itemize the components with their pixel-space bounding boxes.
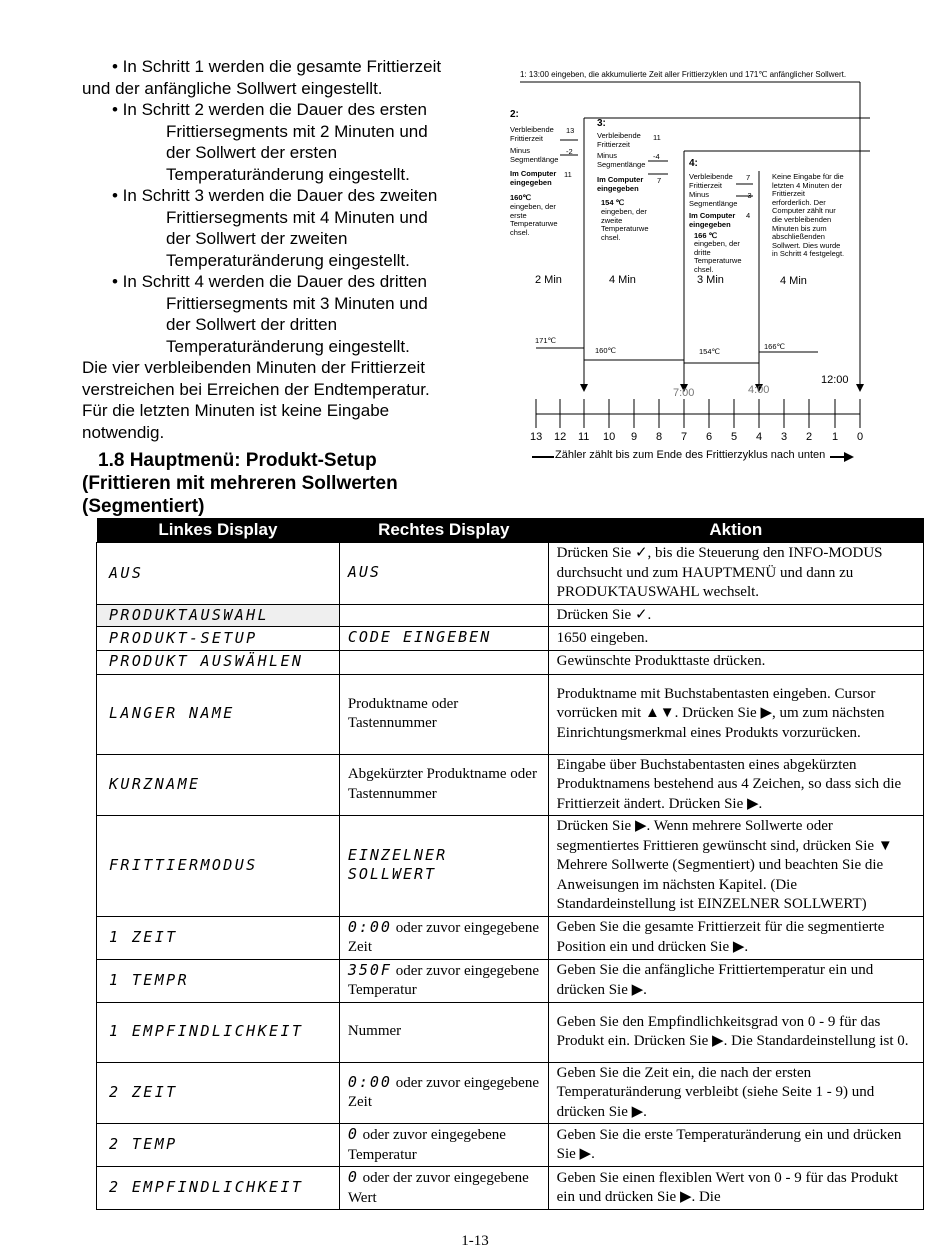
right-display-text: oder zuvor eingegebene Zeit: [347, 1074, 539, 1111]
product-setup-table: [96, 518, 924, 1210]
table-row: [97, 916, 924, 959]
right-display-value: [339, 604, 548, 627]
step3-remaining-value: 11: [653, 133, 661, 142]
step3-temp: 154 ℃: [601, 198, 625, 207]
temperature-label: 160℃: [595, 346, 616, 355]
left-display-value: 2 TEMP: [97, 1124, 340, 1167]
temperature-label: 154℃: [699, 347, 720, 356]
bullet-line: Temperaturänderung eingestellt.: [166, 336, 410, 356]
right-display-value: [339, 674, 548, 754]
right-display-text: oder der zuvor eingegebene Wert: [347, 1170, 529, 1206]
right-display-text: Nummer: [347, 1023, 402, 1040]
left-display-value: LANGER NAME: [97, 674, 340, 754]
left-display-value: 2 ZEIT: [97, 1062, 340, 1124]
step4-entered-value: 4: [746, 211, 751, 220]
table-row: [97, 604, 924, 627]
action-text: 1650 eingeben.: [548, 627, 923, 651]
step1-label: 1: 13:00 eingeben, die akkumulierte Zeit aller Frittierzyklen und 171℃ anfänglicher Sollwert.: [520, 70, 847, 79]
action-text: Geben Sie die gesamte Frittierzeit für die segmentierte Position ein und drücken Sie ▶.: [548, 916, 923, 959]
step5-note: Keine Eingabe für die letzten 4 Minuten der Frittierzeit erforderlich. Der Computer zählt nur die verbleibenden Minuten bis zum abschließenden Sollwert. Dies wurde in Schritt 4 festgelegt.: [772, 172, 845, 259]
action-text: Produktname mit Buchstabentasten eingeben. Cursor vorrücken mit ▲▼. Drücken Sie ▶, um zum nächsten Einrichtungsmerkmal eines Produkts vorzurücken.: [548, 674, 923, 754]
temperature-label: 171℃: [535, 336, 556, 345]
tick-label: 3: [781, 431, 788, 443]
left-display-value: 2 EMPFINDLICHKEIT: [97, 1167, 340, 1210]
action-text: Drücken Sie ▶. Wenn mehrere Sollwerte oder segmentiertes Frittieren gewünscht sind, drücken Sie ▼ Mehrere Sollwerte (Segmentiert) und beachten Sie die Anweisungen im nächsten Kapitel. (Die Standardeinstellung ist EINZELNER SOLLWERT): [548, 816, 923, 917]
column-header-action: Aktion: [548, 518, 923, 543]
step4-remaining-value: 7: [746, 173, 751, 182]
figure-lines: [508, 66, 870, 466]
step3-minus-value: -4: [653, 152, 660, 161]
left-display-value: AUS: [97, 543, 340, 605]
step2-number: 2:: [510, 109, 519, 120]
bullet-line: • In Schritt 1 werden die gesamte Frittierzeit: [112, 57, 442, 76]
left-display-value: FRITTIERMODUS: [97, 816, 340, 917]
bullet-line: Temperaturänderung eingestellt.: [166, 250, 410, 270]
table-row: [97, 754, 924, 816]
closing-line: Für die letzten Minuten ist keine Eingabe: [82, 401, 390, 420]
segment-duration: 4 Min: [780, 275, 807, 287]
right-display-value: [339, 1124, 548, 1167]
step3-number: 3:: [597, 118, 606, 129]
tick-label: 11: [578, 431, 590, 443]
step3-entered-label: Im Computer eingegeben: [597, 175, 644, 193]
step2-entered-label: Im Computer eingegeben: [510, 169, 557, 187]
intro-text: [82, 56, 502, 443]
tick-label: 1: [832, 431, 839, 443]
segment-duration: 4 Min: [609, 274, 636, 286]
tick-label: 5: [731, 431, 738, 443]
bullet-line: Frittiersegments mit 2 Minuten und: [166, 121, 428, 141]
right-display-value: [339, 1167, 548, 1210]
right-display-value: [339, 916, 548, 959]
closing-line: Die vier verbleibenden Minuten der Frittierzeit: [82, 358, 425, 377]
right-display-value: [339, 1002, 548, 1062]
step2-entered-value: 11: [564, 170, 572, 179]
table-row: [97, 1002, 924, 1062]
closing-line: notwendig.: [82, 422, 165, 442]
right-display-text: oder zuvor eingegebene Temperatur: [347, 962, 539, 998]
bullet-line: der Sollwert der zweiten: [166, 229, 348, 248]
closing-line: verstreichen bei Erreichen der Endtemperatur.: [82, 379, 430, 399]
right-display-lcd: EINZELNER SOLLWERT: [347, 845, 448, 884]
tick-label: 4: [756, 431, 763, 443]
right-display-lcd: 0:00: [347, 1072, 392, 1091]
temperature-label: 166℃: [764, 342, 785, 351]
bullet-line: • In Schritt 4 werden die Dauer des dritten: [112, 272, 427, 291]
step3-minus-label: Minus Segmentlänge: [597, 151, 646, 169]
left-display-value: KURZNAME: [97, 754, 340, 816]
column-header-right-display: Rechtes Display: [339, 518, 548, 543]
tick-label: 10: [603, 431, 616, 443]
right-display-lcd: 0: [347, 1168, 359, 1186]
step2-remaining-label: Verbleibende Frittierzeit: [510, 125, 554, 143]
action-text: Geben Sie den Empfindlichkeitsgrad von 0 - 9 für das Produkt ein. Drücken Sie ▶. Die Standardeinstellung ist 0.: [548, 1002, 923, 1062]
right-display-value: [339, 627, 548, 651]
right-display-text: Produktname oder Tastennummer: [347, 695, 459, 731]
left-display-value: PRODUKT-SETUP: [97, 627, 340, 651]
table-row: [97, 816, 924, 917]
segment-timeline-figure: [508, 66, 870, 466]
step4-remaining-label: Verbleibende Frittierzeit: [689, 172, 733, 190]
right-display-value: [339, 650, 548, 674]
segment-duration: 3 Min: [697, 274, 724, 286]
right-display-lcd: CODE EINGEBEN: [347, 628, 492, 646]
bullet-line: Frittiersegments mit 4 Minuten und: [166, 207, 428, 227]
right-display-value: [339, 543, 548, 605]
step4-note: eingeben, der dritte Temperaturwe chsel.: [694, 239, 742, 274]
step2-note: eingeben, der erste Temperaturwe chsel.: [510, 202, 558, 237]
right-display-value: [339, 1062, 548, 1124]
segment-duration: 2 Min: [535, 274, 562, 286]
heading-line: (Segmentiert): [82, 496, 205, 517]
page-number: 1-13: [461, 1233, 489, 1249]
step2-remaining-value: 13: [566, 126, 575, 135]
bullet-step-2: [82, 99, 502, 185]
step2-minus-label: Minus Segmentlänge: [510, 146, 559, 164]
table-row: [97, 543, 924, 605]
tick-label: 12: [554, 431, 567, 443]
bullet-line: und der anfängliche Sollwert eingestellt.: [82, 78, 383, 98]
action-text: Geben Sie die anfängliche Frittiertemperatur ein und drücken Sie ▶.: [548, 959, 923, 1002]
time-mark: 12:00: [821, 374, 849, 386]
step2-temp: 160℃: [510, 193, 531, 202]
column-header-left-display: Linkes Display: [97, 518, 340, 543]
tick-label: 9: [631, 431, 638, 443]
table-row: [97, 650, 924, 674]
action-text: Drücken Sie ✓, bis die Steuerung den INFO-MODUS durchsucht und zum HAUPTMENÜ und dann zu PRODUKTAUSWAHL wechselt.: [548, 543, 923, 605]
left-display-value: 1 TEMPR: [97, 959, 340, 1002]
right-display-lcd: 350F: [347, 960, 392, 979]
right-display-text: oder zuvor eingegebene Temperatur: [347, 1127, 506, 1163]
right-display-lcd: 0: [347, 1125, 359, 1143]
heading-line: (Frittieren mit mehreren Sollwerten: [82, 473, 398, 494]
step3-entered-value: 7: [657, 176, 662, 185]
step2-minus-value: -2: [566, 147, 573, 156]
countdown-caption: Zähler zählt bis zum Ende des Frittierzyklus nach unten: [555, 449, 826, 461]
action-text: Drücken Sie ✓.: [548, 604, 923, 627]
action-text: Gewünschte Produkttaste drücken.: [548, 650, 923, 674]
action-text: Geben Sie die erste Temperaturänderung ein und drücken Sie ▶.: [548, 1124, 923, 1167]
step4-number: 4:: [689, 158, 698, 169]
right-display-value: [339, 754, 548, 816]
bullet-line: der Sollwert der dritten: [166, 315, 338, 334]
right-display-lcd: AUS: [347, 563, 381, 581]
left-display-value: 1 ZEIT: [97, 916, 340, 959]
time-mark: 4:00: [748, 384, 770, 396]
tick-label: 0: [857, 431, 864, 443]
step3-remaining-label: Verbleibende Frittierzeit: [597, 131, 641, 149]
table-header-row: [97, 518, 924, 543]
right-display-lcd: 0:00: [347, 917, 392, 936]
time-mark: 7:00: [673, 387, 695, 399]
tick-label: 6: [706, 431, 713, 443]
tick-label: 7: [681, 431, 688, 443]
bullet-line: • In Schritt 2 werden die Dauer des ersten: [112, 100, 427, 119]
tick-label: 2: [806, 431, 813, 443]
step3-note: eingeben, der zweite Temperaturwe chsel.: [601, 207, 649, 242]
tick-label: 13: [530, 431, 543, 443]
step4-entered-label: Im Computer eingegeben: [689, 211, 736, 229]
step4-minus-value: -3: [745, 191, 752, 200]
section-heading: [82, 449, 502, 518]
table-row: [97, 1124, 924, 1167]
tick-label: 8: [656, 431, 663, 443]
step4-minus-label: Minus Segmentlänge: [689, 190, 738, 208]
bullet-line: • In Schritt 3 werden die Dauer des zweiten: [112, 186, 438, 205]
bullet-step-1: [82, 56, 502, 99]
action-text: Eingabe über Buchstabentasten eines abgekürzten Produktnamens bestehend aus 4 Zeichen, so dass sich die Frittierzeit ändert. Drücken Sie ▶.: [548, 754, 923, 816]
bullet-line: der Sollwert der ersten: [166, 143, 338, 162]
bullet-step-3: [82, 185, 502, 271]
action-text: Geben Sie die Zeit ein, die nach der ersten Temperaturänderung verbleibt (siehe Seite 1 - 9) und drücken Sie ▶.: [548, 1062, 923, 1124]
table-row: [97, 959, 924, 1002]
table-row: [97, 674, 924, 754]
table-row: [97, 627, 924, 651]
heading-line: 1.8 Hauptmenü: Produkt-Setup: [98, 450, 377, 471]
action-text: Geben Sie einen flexiblen Wert von 0 - 9 für das Produkt ein und drücken Sie ▶. Die: [548, 1167, 923, 1210]
left-display-value: 1 EMPFINDLICHKEIT: [97, 1002, 340, 1062]
right-display-text: oder zuvor eingegebene Zeit: [347, 919, 539, 955]
left-display-value: PRODUKT AUSWÄHLEN: [97, 650, 340, 674]
bullet-step-4: [82, 271, 502, 357]
right-display-text: Abgekürzter Produktname oder Tastennummer: [347, 766, 537, 802]
bullet-line: Frittiersegments mit 3 Minuten und: [166, 293, 428, 313]
right-display-value: [339, 959, 548, 1002]
right-display-value: [339, 816, 548, 917]
table-row: [97, 1167, 924, 1210]
table-row: [97, 1062, 924, 1124]
left-display-value: PRODUKTAUSWAHL: [97, 604, 340, 627]
bullet-line: Temperaturänderung eingestellt.: [166, 164, 410, 184]
step4-temp: 166 ℃: [694, 231, 718, 240]
